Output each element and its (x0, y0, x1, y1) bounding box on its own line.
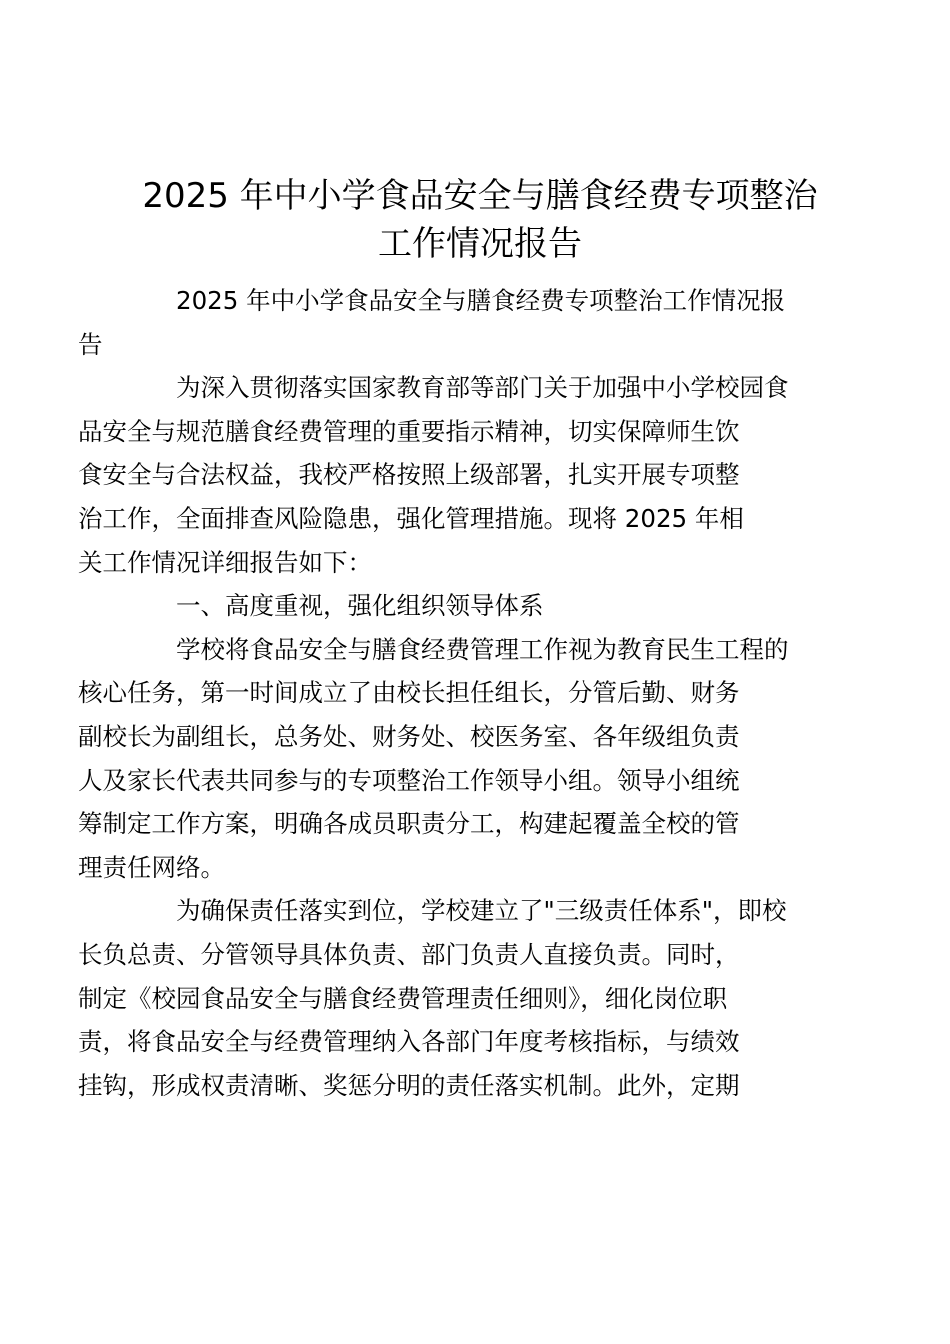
text-line: 筹制定工作方案，明确各成员职责分工，构建起覆盖全校的管 (78, 809, 740, 839)
text-line: 品安全与规范膳食经费管理的重要指示精神，切实保障师生饮 (78, 416, 740, 446)
document-title (120, 172, 840, 268)
title-line: 工作情况报告 (378, 224, 582, 264)
intro-paragraph (78, 366, 832, 584)
text-line: 长负总责、分管领导具体负责、部门负责人直接负责。同时， (78, 939, 740, 969)
text-line: 治工作，全面排查风险隐患，强化管理措施。现将 2025 年相 (78, 503, 744, 533)
document-body (78, 279, 832, 1107)
title-line: 2025 年中小学食品安全与膳食经费专项整治 (142, 176, 818, 216)
text-line: 学校将食品安全与膳食经费管理工作视为教育民生工程的 (176, 634, 789, 664)
text-line: 关工作情况详细报告如下： (78, 547, 372, 577)
text-line: 人及家长代表共同参与的专项整治工作领导小组。领导小组统 (78, 765, 740, 795)
subtitle-paragraph (78, 279, 832, 366)
text-line: 为确保责任落实到位，学校建立了"三级责任体系"，即校 (176, 896, 787, 926)
text-line: 挂钩，形成权责清晰、奖惩分明的责任落实机制。此外，定期 (78, 1070, 740, 1100)
section-heading (127, 584, 832, 628)
text-line: 理责任网络。 (78, 852, 225, 882)
text-line: 副校长为副组长，总务处、财务处、校医务室、各年级组负责 (78, 721, 740, 751)
text-line: 责，将食品安全与经费管理纳入各部门年度考核指标，与绩效 (78, 1027, 740, 1057)
text-line: 食安全与合法权益，我校严格按照上级部署，扎实开展专项整 (78, 460, 740, 490)
text-line: 告 (78, 329, 103, 359)
text-line: 为深入贯彻落实国家教育部等部门关于加强中小学校园食 (176, 373, 789, 403)
text-line: 制定《校园食品安全与膳食经费管理责任细则》，细化岗位职 (78, 983, 728, 1013)
text-line: 2025 年中小学食品安全与膳食经费专项整治工作情况报 (176, 286, 786, 315)
body-paragraph (78, 628, 832, 890)
text-line: 一、高度重视，强化组织领导体系 (176, 591, 544, 621)
body-paragraph (78, 889, 832, 1107)
text-line: 核心任务，第一时间成立了由校长担任组长，分管后勤、财务 (78, 678, 740, 708)
